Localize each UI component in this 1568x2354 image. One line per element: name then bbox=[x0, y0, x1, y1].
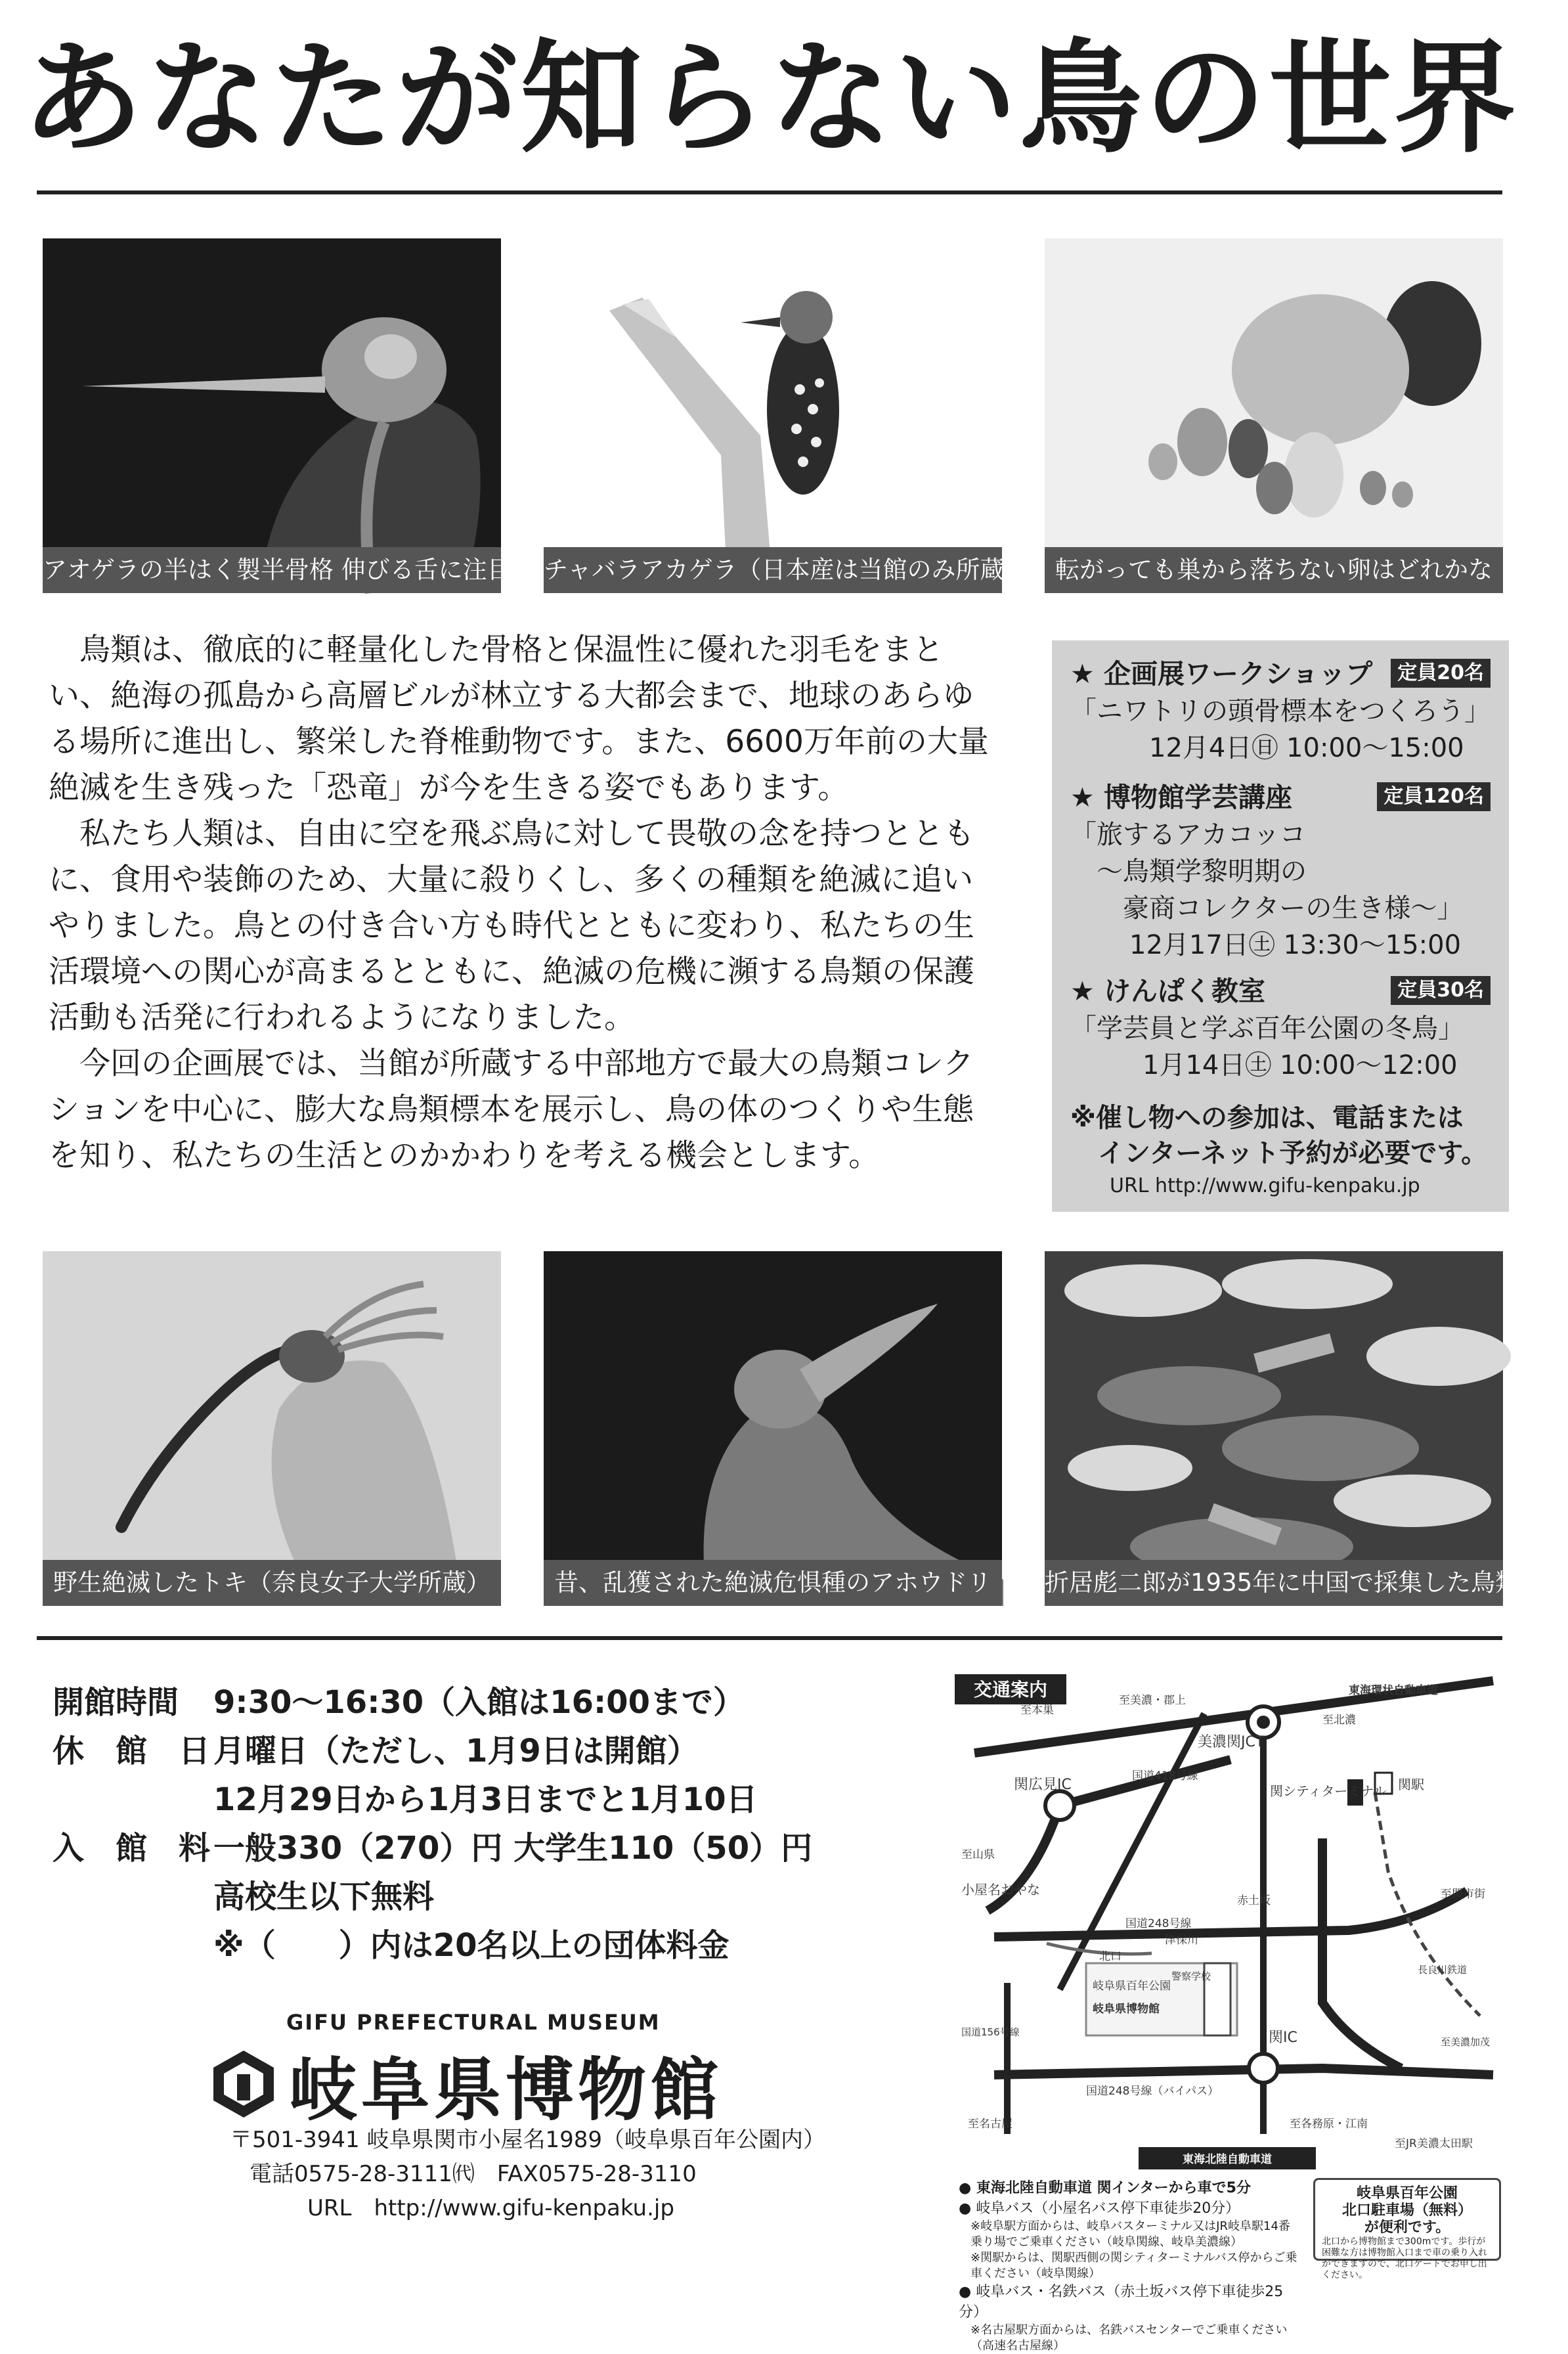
parking-title-2: 北口駐車場（無料） bbox=[1341, 2202, 1472, 2219]
map-label: 関駅 bbox=[1398, 1777, 1424, 1792]
photo-toki bbox=[43, 1251, 501, 1606]
capacity-badge: 定員20名 bbox=[1391, 659, 1491, 688]
event-line: 「旅するアカコッコ bbox=[1070, 820, 1306, 850]
photo-eggs bbox=[1045, 238, 1503, 593]
event-line: 「ニワトリの頭骨標本をつくろう」 bbox=[1070, 696, 1491, 726]
map-label: 至美濃・郡上 bbox=[1119, 1694, 1186, 1707]
woodpecker-image bbox=[544, 238, 1002, 593]
map-label: 警察学校 bbox=[1171, 1970, 1211, 1982]
event-class bbox=[1070, 972, 1491, 1084]
event-datetime: 12月4日㊐ 10:00〜15:00 bbox=[1149, 733, 1464, 763]
event-workshop bbox=[1070, 655, 1491, 766]
map-title: 交通案内 bbox=[973, 1679, 1048, 1700]
parking-box bbox=[1313, 2178, 1501, 2280]
map-label: 関IC bbox=[1269, 2030, 1297, 2046]
capacity-badge: 定員30名 bbox=[1391, 976, 1491, 1005]
map-label: 長良川鉄道 bbox=[1418, 1964, 1468, 1976]
map-label: 関広見IC bbox=[1014, 1777, 1072, 1793]
specimens-image bbox=[1045, 1251, 1503, 1606]
map-label: 東海環状自動車道 bbox=[1349, 1684, 1438, 1697]
access-line: ● 東海北陸自動車道 関インターから車で5分 bbox=[959, 2180, 1251, 2196]
museum-logo-icon bbox=[207, 2048, 280, 2120]
fee-value-2: 高校生以下無料 bbox=[213, 1878, 435, 1915]
photo-chabara-akagera bbox=[544, 238, 1029, 593]
map-label: 至北濃 bbox=[1322, 1714, 1356, 1727]
photo-ahoudori bbox=[544, 1251, 1002, 1606]
access-map bbox=[955, 1674, 1505, 2173]
caption: アオゲラの半はく製半骨格 伸びる舌に注目 bbox=[43, 547, 501, 593]
event-line: 豪商コレクターの生き様〜」 bbox=[1070, 893, 1464, 923]
fee-value-3: ※（ ）内は20名以上の団体料金 bbox=[213, 1927, 730, 1964]
fee-row bbox=[53, 1824, 812, 1873]
access-info bbox=[959, 2178, 1300, 2354]
museum-logo bbox=[207, 2010, 722, 2133]
page-title: あなたが知らない鳥の世界 bbox=[21, 27, 1519, 169]
map-label: 国道248号線（バイパス） bbox=[1086, 2085, 1219, 2098]
closed-row bbox=[53, 1727, 699, 1775]
museum-url[interactable]: URL http://www.gifu-kenpaku.jp bbox=[307, 2195, 674, 2221]
note-line-1: ※催し物への参加は、電話または bbox=[1070, 1103, 1464, 1133]
caption: 折居彪二郎が1935年に中国で採集した鳥類標本 bbox=[1045, 1560, 1503, 1606]
fee-value-1: 一般330（270）円 大学生110（50）円 bbox=[213, 1830, 813, 1867]
albatross-image bbox=[544, 1251, 1002, 1606]
caption: 野生絶滅したトキ（奈良女子大学所蔵） bbox=[43, 1560, 501, 1606]
map-label: 至本巣 bbox=[1020, 1704, 1054, 1717]
access-line: ※名古屋駅方面からは、名鉄バスセンターでご乗車ください（高速名古屋線） bbox=[970, 2323, 1288, 2353]
map-label: 至JR美濃太田駅 bbox=[1395, 2137, 1473, 2150]
photo-specimens bbox=[1045, 1251, 1568, 1606]
event-lecture bbox=[1070, 778, 1491, 964]
parking-title-3: が便利です。 bbox=[1364, 2219, 1450, 2236]
access-line: ● 岐阜バス（小屋名バス停下車徒歩20分） bbox=[959, 2200, 1240, 2217]
intro-text bbox=[49, 627, 1001, 1179]
ibis-image bbox=[43, 1251, 501, 1606]
map-label: 小屋名おやな bbox=[961, 1882, 1040, 1898]
closed-value-2: 12月29日から1月3日までと1月10日 bbox=[213, 1781, 758, 1818]
note-line-2: インターネット予約が必要です。 bbox=[1098, 1138, 1488, 1168]
skeleton-image bbox=[43, 238, 501, 593]
photo-aogera-skeleton bbox=[43, 238, 512, 593]
info-divider bbox=[37, 1636, 1502, 1640]
events-note bbox=[1070, 1100, 1491, 1201]
museum-name-en: GIFU PREFECTURAL MUSEUM bbox=[286, 2010, 661, 2035]
map-label: 国道248号線 bbox=[1125, 1917, 1192, 1930]
map-label: 至関市街 bbox=[1441, 1888, 1485, 1901]
caption: 転がっても巣から落ちない卵はどれかな bbox=[1045, 547, 1503, 593]
fee-label: 入 館 料 bbox=[53, 1830, 211, 1867]
map-label: 国道156号線 bbox=[961, 2026, 1020, 2038]
map-label: 岐阜県博物館 bbox=[1093, 2003, 1160, 2016]
closed-value-1: 月曜日（ただし、1月9日は開館） bbox=[213, 1733, 699, 1769]
map-label: 東海北陸自動車道 bbox=[1183, 2153, 1272, 2166]
intro-paragraph-3: 今回の企画展では、当館が所蔵する中部地方で最大の鳥類コレクションを中心に、膨大な鳥類標本を展示し、鳥の体のつくりや生態を知り、私たちの生活とのかかわりを考える機会とします。 bbox=[49, 1046, 974, 1174]
event-name: ★ 企画展ワークショップ bbox=[1070, 658, 1373, 690]
map-label: 至各務原・江南 bbox=[1290, 2118, 1368, 2131]
caption: 昔、乱獲された絶滅危惧種のアホウドリ bbox=[544, 1560, 1002, 1606]
intro-paragraph-2: 私たち人類は、自由に空を飛ぶ鳥に対して畏敬の念を持つとともに、食用や装飾のため、大量に殺りくし、多くの種類を絶滅に追いやりました。鳥との付き合い方も時代とともに変わり、私たちの生活環境への関心が高まるとともに、絶滅の危機に瀕する鳥類の保護活動も活発に行われるようになりました。 bbox=[49, 816, 974, 1036]
map-label: 関シティターミナル bbox=[1270, 1783, 1387, 1799]
caption: チャバラアカゲラ（日本産は当館のみ所蔵） bbox=[544, 547, 1002, 593]
event-line: 「学芸員と学ぶ百年公園の冬鳥」 bbox=[1070, 1013, 1464, 1044]
map-drawing bbox=[955, 1674, 1505, 2173]
events-panel bbox=[1052, 640, 1509, 1212]
map-label: 至名古屋 bbox=[968, 2118, 1013, 2131]
museum-address: 〒501-3941 岐阜県関市小屋名1989（岐阜県百年公園内） bbox=[230, 2127, 826, 2153]
capacity-badge: 定員120名 bbox=[1377, 782, 1491, 811]
parking-title-1: 岐阜県百年公園 bbox=[1356, 2185, 1458, 2202]
event-name: ★ 博物館学芸講座 bbox=[1070, 782, 1293, 813]
access-line: ※関駅からは、関駅西側の関シティターミナルバス停からご乗車ください（岐阜関線） bbox=[970, 2251, 1297, 2280]
access-line: ● 岐阜バス・名鉄バス（赤土坂バス停下車徒歩25分） bbox=[959, 2284, 1284, 2321]
map-label: 北口 bbox=[1099, 1950, 1122, 1963]
title-divider bbox=[37, 190, 1502, 194]
access-line: ※岐阜駅方面からは、岐阜バスターミナル又はJR岐阜駅14番乗り場でご乗車ください（岐阜関線、岐阜美濃線） bbox=[970, 2219, 1290, 2249]
event-line: 〜鳥類学黎明期の bbox=[1070, 856, 1307, 887]
event-datetime: 12月17日㊏ 13:30〜15:00 bbox=[1129, 930, 1462, 960]
map-label: 国道418号線 bbox=[1132, 1769, 1198, 1783]
eggs-image bbox=[1045, 238, 1503, 593]
intro-paragraph-1: 鳥類は、徹底的に軽量化した骨格と保温性に優れた羽毛をまとい、絶海の孤島から高層ビルが林立する大都会まで、地球のあらゆる場所に進出し、繁栄した脊椎動物です。また、6600万年前の大量絶滅を生き残った「恐竜」が今を生きる姿でもあります。 bbox=[49, 632, 989, 806]
map-label: 津保川 bbox=[1165, 1934, 1198, 1947]
events-url[interactable]: URL http://www.gifu-kenpaku.jp bbox=[1110, 1174, 1420, 1197]
event-name: ★ けんぱく教室 bbox=[1070, 975, 1266, 1007]
hours-value: 9:30〜16:30（入館は16:00まで） bbox=[213, 1684, 745, 1721]
event-datetime: 1月14日㊏ 10:00〜12:00 bbox=[1143, 1050, 1458, 1080]
parking-note: 北口から博物館まで300mです。歩行が困難な方は博物館入口まで車の乗り入れができますので、北口ゲートでお申し出ください。 bbox=[1322, 2236, 1487, 2280]
museum-name-ja: 岐阜県博物館 bbox=[289, 2050, 723, 2130]
museum-phone: 電話0575-28-3111㈹ FAX0575-28-3110 bbox=[250, 2161, 697, 2187]
hours-row bbox=[53, 1678, 745, 1727]
hours-label: 開館時間 bbox=[53, 1684, 179, 1721]
closed-label: 休 館 日 bbox=[53, 1733, 211, 1769]
map-label: 至美濃加茂 bbox=[1441, 2036, 1491, 2048]
map-label: 美濃関JCT bbox=[1198, 1734, 1265, 1750]
map-label: 至山県 bbox=[961, 1848, 995, 1861]
map-label: 岐阜県百年公園 bbox=[1093, 1980, 1171, 1993]
map-label: 赤土坂 bbox=[1237, 1894, 1271, 1907]
